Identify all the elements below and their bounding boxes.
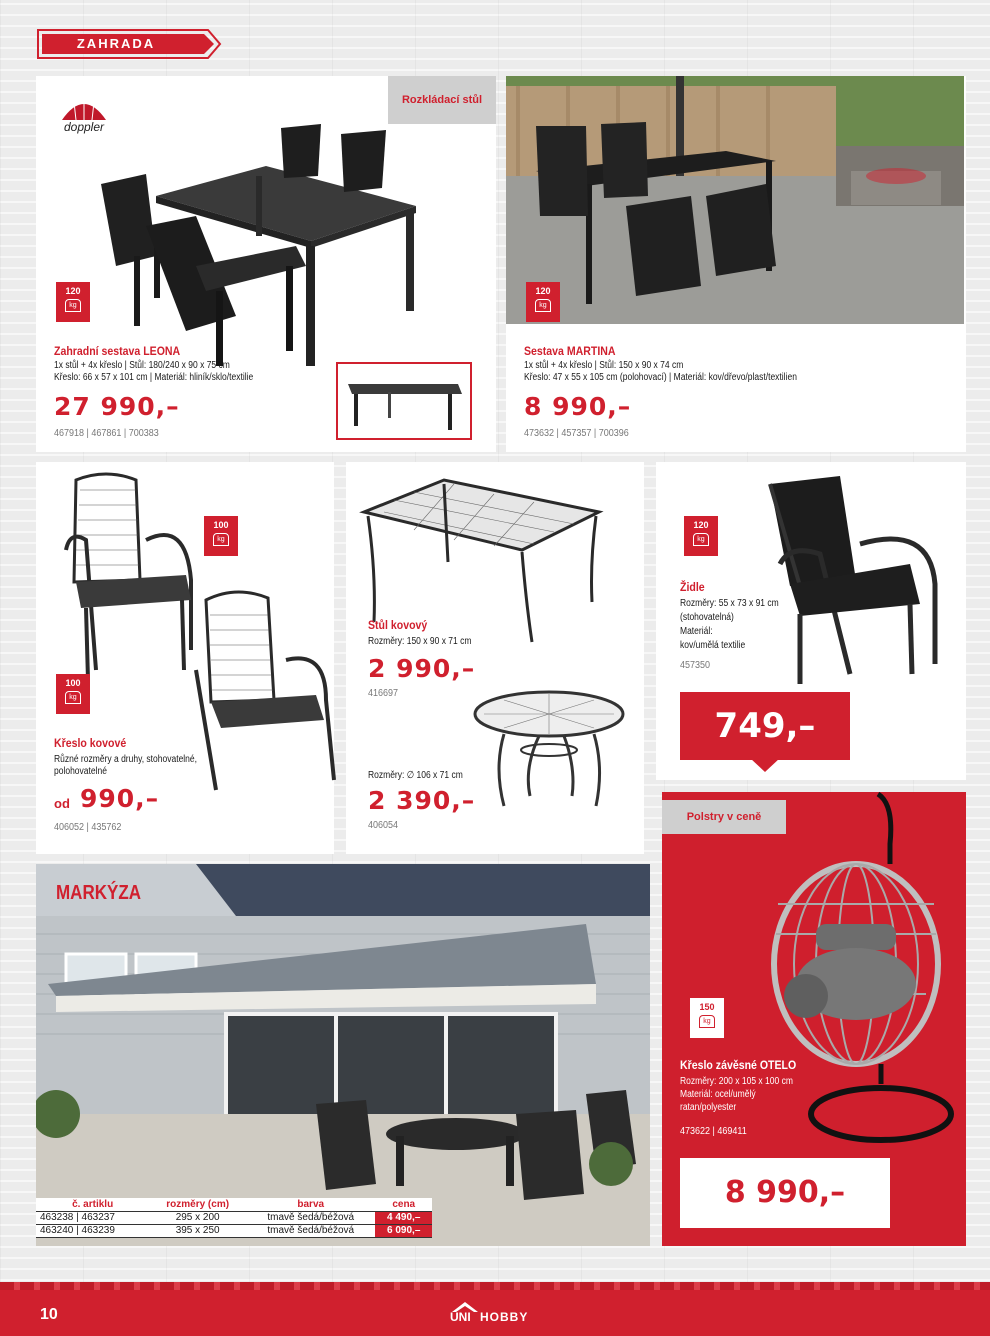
weight-value: 100	[213, 520, 229, 530]
weight-badge	[56, 282, 90, 322]
otelo-card	[662, 792, 966, 1246]
footer-bar	[0, 1282, 990, 1336]
product-price: 8 990,–	[524, 392, 632, 421]
article-codes-1: 416697	[368, 688, 399, 699]
brand-text: doppler	[63, 120, 105, 134]
martina-card	[506, 76, 966, 452]
article-codes: 457350	[680, 660, 711, 671]
article-codes: 473622 | 469411	[680, 1126, 747, 1137]
chair-image	[760, 474, 950, 694]
cell-size: 395 x 250	[149, 1224, 246, 1237]
header-size: rozměry (cm)	[149, 1198, 246, 1211]
markyza-table	[36, 1198, 432, 1238]
product-desc-1: Rozměry: 200 x 105 x 100 cm	[680, 1076, 793, 1087]
patio-scene-image	[506, 76, 964, 324]
article-codes: 473632 | 457357 | 700396	[524, 428, 629, 439]
round-table-image	[464, 688, 634, 818]
product-price-2: 2 390,–	[368, 786, 476, 815]
product-title: Sestava MARTINA	[524, 344, 616, 358]
price-box: 8 990,–	[680, 1158, 890, 1228]
header-price: cena	[375, 1198, 432, 1211]
zidle-card	[656, 462, 966, 780]
table-row	[36, 1224, 432, 1237]
weight-badge-b	[56, 674, 90, 714]
cell-color: tmavě šedá/béžová	[246, 1224, 375, 1237]
product-desc-2: Křeslo: 66 x 57 x 101 cm | Materiál: hliník/sklo/textilie	[54, 372, 254, 383]
leona-card	[36, 76, 496, 452]
weight-unit: kg	[693, 533, 709, 546]
awning-house-image	[36, 864, 650, 1246]
table-row	[36, 1211, 432, 1224]
cell-article: 463238 | 463237	[36, 1211, 149, 1224]
price-prefix: od	[54, 796, 70, 811]
product-desc-3: Materiál:	[680, 626, 713, 637]
unihobby-logo	[450, 1302, 550, 1326]
weight-unit: kg	[535, 299, 551, 312]
product-desc-1: Rozměry: 55 x 73 x 91 cm	[680, 598, 779, 609]
article-codes-2: 406054	[368, 820, 399, 831]
stul-card	[346, 462, 644, 854]
weight-badge	[684, 516, 718, 556]
product-desc-1: Rozměry: 150 x 90 x 71 cm	[368, 636, 472, 647]
product-price: 990,–	[80, 784, 160, 813]
product-price: 27 990,–	[54, 392, 180, 421]
hanging-chair-image	[766, 784, 966, 1154]
product-title: Zahradní sestava LEONA	[54, 344, 181, 358]
markyza-card	[36, 864, 650, 1246]
product-desc-4: kov/umělá textilie	[680, 640, 746, 651]
product-desc-2: Křeslo: 47 x 55 x 105 cm (polohovací) | Materiál: kov/dřevo/plast/textilien	[524, 372, 797, 383]
markyza-title: MARKÝZA	[56, 882, 141, 904]
product-desc-2: (stohovatelná)	[680, 612, 734, 623]
kreslo-card	[36, 462, 334, 854]
section-tag	[36, 28, 222, 60]
article-codes: 467918 | 467861 | 700383	[54, 428, 159, 439]
header-article: č. artiklu	[36, 1198, 149, 1211]
weight-value: 150	[699, 1002, 715, 1012]
page-number: 10	[40, 1306, 58, 1323]
martina-photo	[506, 76, 964, 324]
product-price-1: 2 990,–	[368, 654, 476, 683]
weight-value: 120	[693, 520, 709, 530]
cushions-included-badge: Polstry v ceně	[662, 800, 786, 834]
product-desc-1: 1x stůl + 4x křeslo | Stůl: 150 x 90 x 74 cm	[524, 360, 684, 371]
article-codes: 406052 | 435762	[54, 822, 122, 833]
weight-unit: kg	[699, 1015, 715, 1028]
weight-unit: kg	[65, 299, 81, 312]
foldable-table-badge: Rozkládací stůl	[388, 76, 496, 124]
cell-price: 6 090,–	[375, 1224, 432, 1237]
extended-table-thumbnail	[336, 362, 472, 440]
cell-size: 295 x 200	[149, 1211, 246, 1224]
product-desc-2: Rozměry: ∅ 106 x 71 cm	[368, 770, 463, 781]
weight-value: 100	[65, 678, 81, 688]
product-desc-2: Materiál: ocel/umělý	[680, 1089, 756, 1100]
table-thumb-image	[338, 364, 470, 438]
product-desc-1: 1x stůl + 4x křeslo | Stůl: 180/240 x 90 x 75 cm	[54, 360, 230, 371]
weight-value: 120	[535, 286, 551, 296]
weight-badge	[526, 282, 560, 322]
weight-unit: kg	[213, 533, 229, 546]
logo-hobby: HOBBY	[480, 1310, 529, 1324]
cell-article: 463240 | 463239	[36, 1224, 149, 1237]
logo-uni: UNI	[450, 1310, 471, 1324]
weight-badge	[690, 998, 724, 1038]
product-title: Křeslo kovové	[54, 736, 127, 750]
weight-unit: kg	[65, 691, 81, 704]
product-desc-2: polohovatelné	[54, 766, 107, 777]
product-title: Stůl kovový	[368, 618, 428, 632]
price-box: 749,–	[680, 692, 850, 760]
product-title: Křeslo závěsné OTELO	[680, 1058, 797, 1072]
price-box-tail	[750, 758, 780, 772]
weight-badge-a	[204, 516, 238, 556]
weight-value: 120	[65, 286, 81, 296]
footer-texture	[0, 1282, 990, 1290]
product-desc-3: ratan/polyester	[680, 1102, 737, 1113]
product-title: Židle	[680, 580, 705, 594]
metal-chairs-image	[56, 470, 336, 800]
cell-price: 4 490,–	[375, 1211, 432, 1224]
header-color: barva	[246, 1198, 375, 1211]
table-header-row	[36, 1198, 432, 1211]
leona-set-image	[96, 116, 436, 376]
cell-color: tmavě šedá/béžová	[246, 1211, 375, 1224]
product-desc-1: Různé rozměry a druhy, stohovatelné,	[54, 754, 197, 765]
section-title: ZAHRADA	[76, 36, 156, 51]
